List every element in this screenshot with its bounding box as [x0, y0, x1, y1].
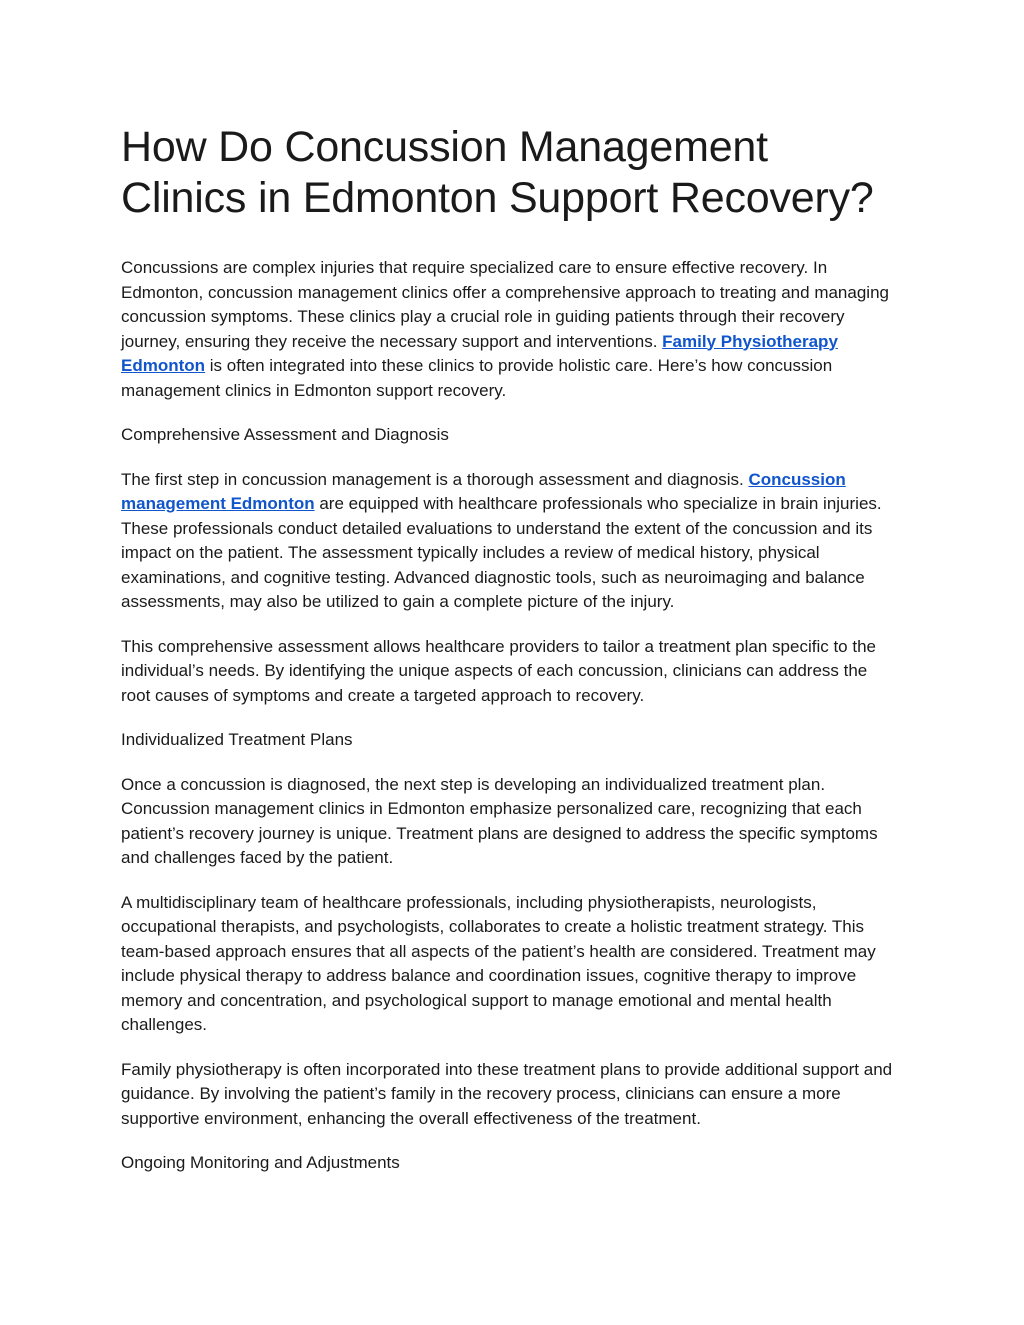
assessment-text-after-link: are equipped with healthcare professionals who specialize in brain injuries. These professionals conduct detailed evaluations to understand the extent of the concussion and its impact on the patient. The assessment typically includes a review of medical history, physical examinations, and cognitive testing. Advanced diagnostic tools, such as neuroimaging and balance assessments, may also be utilized to gain a complete picture of the injury.: [121, 494, 882, 611]
assessment-text-before-link: The first step in concussion management is a thorough assessment and diagnosis.: [121, 469, 749, 489]
concussion-management-link[interactable]: Concussion management Edmonton: [121, 469, 846, 513]
section-heading-treatment: Individualized Treatment Plans: [121, 730, 353, 749]
intro-paragraph: [121, 256, 901, 403]
treatment-paragraph-1: Once a concussion is diagnosed, the next step is developing an individualized treatment plan. Concussion management clinics in Edmonton emphasize personalized care, recognizing that each patient’s recovery journey is unique. Treatment plans are designed to address the specific symptoms and challenges faced by the patient.: [121, 774, 878, 867]
treatment-paragraph-3: Family physiotherapy is often incorporated into these treatment plans to provide additional support and guidance. By involving the patient’s family in the recovery process, clinicians can ensure a more supportive environment, enhancing the overall effectiveness of the treatment.: [121, 1059, 893, 1128]
section-heading-monitoring: Ongoing Monitoring and Adjustments: [121, 1153, 400, 1172]
assessment-paragraph-1: [121, 468, 901, 615]
page-title: How Do Concussion Management Clinics in Edmonton Support Recovery?: [121, 123, 874, 222]
section-heading-assessment: Comprehensive Assessment and Diagnosis: [121, 425, 449, 444]
treatment-paragraph-2: A multidisciplinary team of healthcare professionals, including physiotherapists, neurologists, occupational therapists, and psychologists, collaborates to create a holistic treatment strategy. This team-based approach ensures that all aspects of the patient’s health are considered. Treatment may include physical therapy to address balance and coordination issues, cognitive therapy to improve memory and concentration, and psychological support to manage emotional and mental health challenges.: [121, 892, 876, 1034]
intro-text-before-link: Concussions are complex injuries that require specialized care to ensure effective recovery. In Edmonton, concussion management clinics offer a comprehensive approach to treating and managing concussion symptoms. These clinics play a crucial role in guiding patients through their recovery journey, ensuring they receive the necessary support and interventions.: [121, 258, 889, 351]
intro-text-after-link: is often integrated into these clinics to provide holistic care. Here’s how concussion management clinics in Edmonton support recovery.: [121, 356, 833, 400]
family-physiotherapy-link[interactable]: Family Physiotherapy Edmonton: [121, 331, 838, 375]
assessment-paragraph-2: This comprehensive assessment allows healthcare providers to tailor a treatment plan specific to the individual’s needs. By identifying the unique aspects of each concussion, clinicians can address the root causes of symptoms and create a targeted approach to recovery.: [121, 636, 876, 705]
document-page: [121, 122, 901, 1196]
